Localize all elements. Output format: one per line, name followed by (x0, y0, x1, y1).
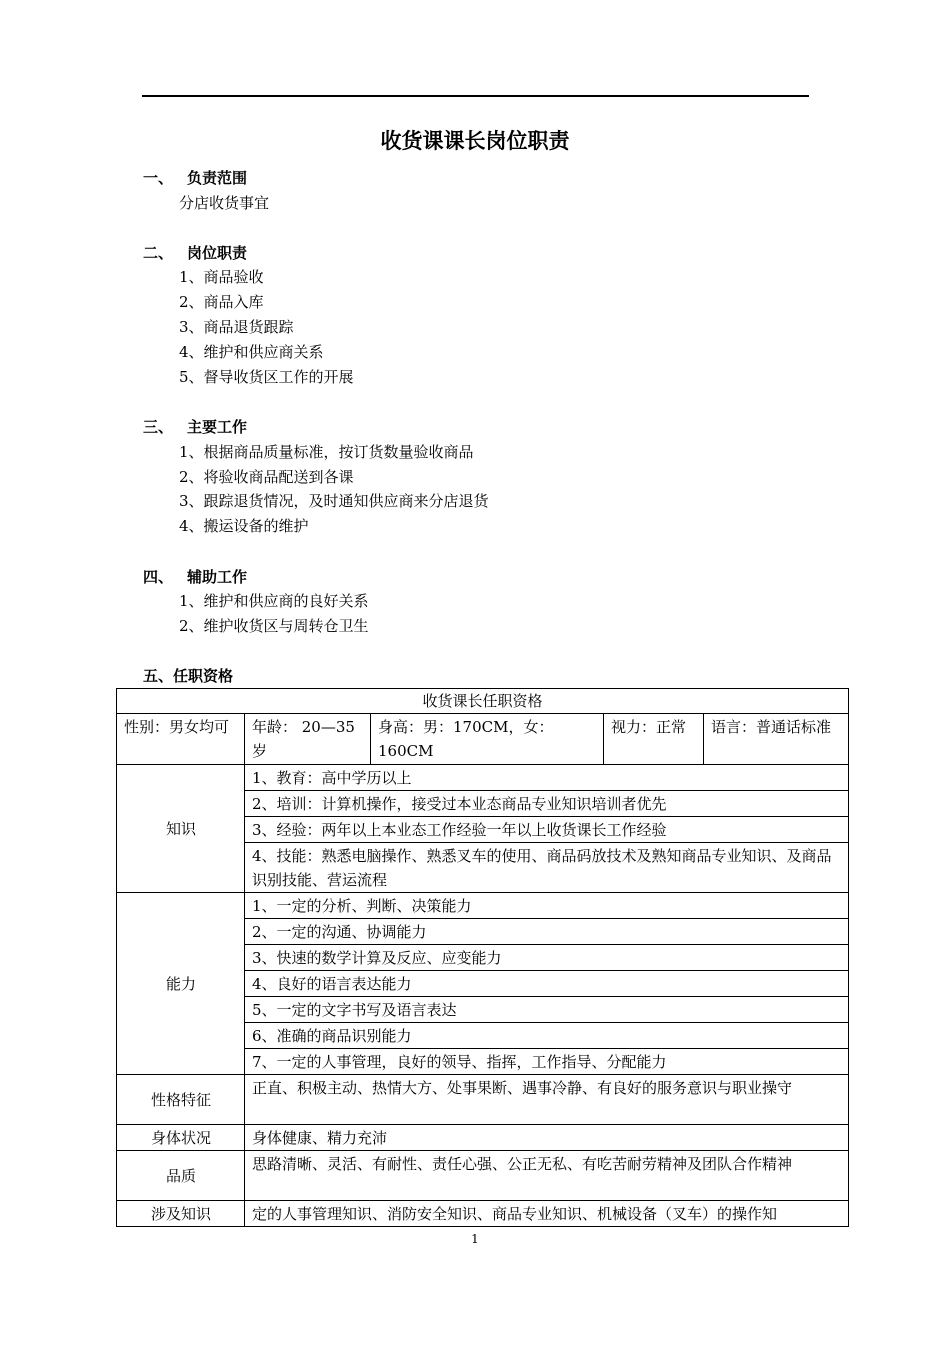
section-line: 1、根据商品质量标准，按订货数量验收商品 (179, 443, 474, 461)
section-line: 1、维护和供应商的良好关系 (179, 592, 369, 610)
section-number: 三、 (143, 418, 174, 436)
height-cell: 身高：男：170CM，女：160CM (371, 714, 604, 765)
knowledge-item: 2、培训：计算机操作，接受过本业态商品专业知识培训者优先 (245, 791, 849, 817)
section-title: 主要工作 (187, 418, 248, 436)
ability-item: 4、良好的语言表达能力 (245, 971, 849, 997)
section-line: 3、跟踪退货情况，及时通知供应商来分店退货 (179, 492, 489, 510)
section-number: 一、 (143, 169, 174, 187)
knowledge-item: 1、教育：高中学历以上 (245, 765, 849, 791)
section-heading (143, 416, 247, 437)
top-rule (142, 95, 809, 97)
ability-item: 3、快速的数学计算及反应、应变能力 (245, 945, 849, 971)
quality-value: 思路清晰、灵活、有耐性、责任心强、公正无私、有吃苦耐劳精神及团队合作精神 (245, 1151, 849, 1201)
section-number: 二、 (143, 244, 174, 262)
row-label-knowledge: 知识 (117, 765, 245, 893)
table-caption: 收货课长任职资格 (117, 689, 849, 714)
vision-cell: 视力：正常 (604, 714, 704, 765)
ability-item: 6、准确的商品识别能力 (245, 1023, 849, 1049)
section-heading (143, 167, 247, 188)
ability-item: 2、一定的沟通、协调能力 (245, 919, 849, 945)
personality-value: 正直、积极主动、热情大方、处事果断、遇事冷静、有良好的服务意识与职业操守 (245, 1075, 849, 1125)
knowledge-item: 4、技能：熟悉电脑操作、熟悉叉车的使用、商品码放技术及熟知商品专业知识、及商品识别技能、营运流程 (245, 843, 849, 893)
section-line: 2、商品入库 (179, 293, 264, 311)
language-cell: 语言：普通话标准 (704, 714, 849, 765)
section-number: 四、 (143, 568, 174, 586)
ability-item: 7、一定的人事管理，良好的领导、指挥，工作指导、分配能力 (245, 1049, 849, 1075)
row-label-personality: 性格特征 (117, 1075, 245, 1125)
page-title: 收货课课长岗位职责 (380, 128, 570, 153)
section-line: 4、维护和供应商关系 (179, 343, 324, 361)
section-line: 5、督导收货区工作的开展 (179, 368, 354, 386)
row-label-quality: 品质 (117, 1151, 245, 1201)
section-line: 3、商品退货跟踪 (179, 318, 294, 336)
row-label-involved: 涉及知识 (117, 1201, 245, 1227)
involved-value: 定的人事管理知识、消防安全知识、商品专业知识、机械设备（叉车）的操作知 (245, 1201, 849, 1227)
page-number: 1 (471, 1232, 479, 1246)
knowledge-item: 3、经验：两年以上本业态工作经验一年以上收货课长工作经验 (245, 817, 849, 843)
section-line: 4、搬运设备的维护 (179, 517, 309, 535)
section-line: 2、将验收商品配送到各课 (179, 468, 354, 486)
section-title: 辅助工作 (187, 568, 248, 586)
age-cell: 年龄： 20—35岁 (245, 714, 371, 765)
qualification-table (116, 688, 849, 1227)
section-heading: 五、任职资格 (143, 667, 234, 685)
ability-item: 5、一定的文字书写及语言表达 (245, 997, 849, 1023)
section-line: 2、维护收货区与周转仓卫生 (179, 617, 369, 635)
section-title: 负责范围 (187, 169, 248, 187)
section-line: 分店收货事宜 (179, 194, 270, 212)
row-label-ability: 能力 (117, 893, 245, 1075)
gender-cell: 性别：男女均可 (117, 714, 245, 765)
section-heading (143, 242, 247, 263)
physical-value: 身体健康、精力充沛 (245, 1125, 849, 1151)
section-line: 1、商品验收 (179, 268, 264, 286)
row-label-physical: 身体状况 (117, 1125, 245, 1151)
section-title: 岗位职责 (187, 244, 248, 262)
ability-item: 1、一定的分析、判断、决策能力 (245, 893, 849, 919)
section-heading (143, 566, 247, 587)
